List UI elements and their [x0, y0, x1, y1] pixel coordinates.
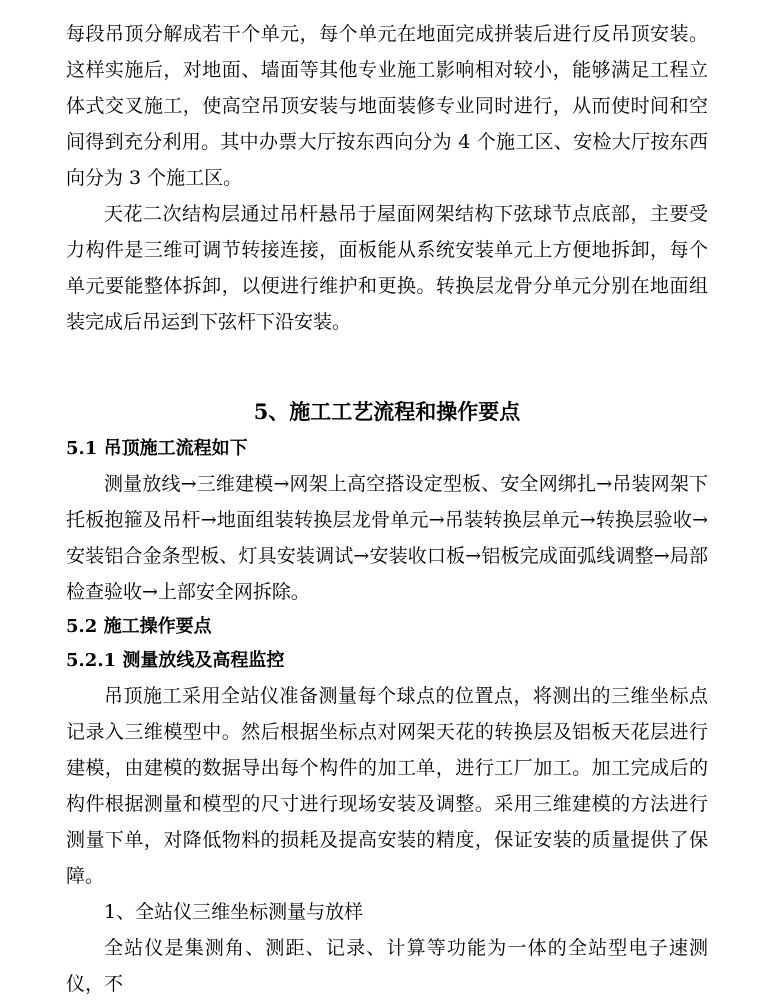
paragraph-total-station-intro: 全站仪是集测角、测距、记录、计算等功能为一体的全站型电子速测仪，不 [66, 937, 708, 995]
paragraph-survey-method: 吊顶施工采用全站仪准备测量每个球点的位置点，将测出的三维坐标点记录入三维模型中。然后根据坐标点对网架天花的转换层及铝板天花层进行建模，由建模的数据导出每个构件的加工单，进行工厂加工。加工完成后的构件根据测量和模型的尺寸进行现场安装及调整。采用三维建模的方法进行测量下单，对降低物料的损耗及提高安装的精度，保证安装的质量提供了保障。 [66, 685, 708, 887]
list-item-total-station: 1、全站仪三维坐标测量与放样 [104, 901, 364, 923]
section-spacer [66, 340, 708, 392]
paragraph-process-flow: 测量放线→三维建模→网架上高空搭设定型板、安全网绑扎→吊装网架下托板抱箍及吊杆→地面组装转换层龙骨单元→吊装转换层单元→转换层验收→安装铝合金条型板、灯具安装调试→安装收口板→铝板完成面弧线调整→局部检查验收→上部安全网拆除。 [66, 473, 708, 603]
chapter-title: 5、施工工艺流程和操作要点 [253, 399, 521, 424]
section-heading-5-1: 5.1 吊顶施工流程如下 [66, 438, 248, 459]
paragraph-ceiling-units: 每段吊顶分解成若干个单元，每个单元在地面完成拼装后进行反吊顶安装。这样实施后，对地面、墙面等其他专业施工影响相对较小，能够满足工程立体式交叉施工，使高空吊顶安装与地面装修专业同时进行，从而使时间和空间得到充分利用。其中办票大厅按东西向分为 4 个施工区、安检大厅按东西向分为 3 个施工区。 [66, 23, 708, 189]
section-heading-5-2: 5.2 施工操作要点 [66, 616, 212, 637]
section-heading-5-2-1: 5.2.1 测量放线及高程监控 [66, 650, 285, 671]
top-block [66, 0, 708, 340]
paragraph-secondary-structure: 天花二次结构层通过吊杆悬吊于屋面网架结构下弦球节点底部，主要受力构件是三维可调节转接连接，面板能从系统安装单元上方便地拆卸，每个单元要能整体拆卸，以便进行维护和更换。转换层龙骨分单元分别在地面组装完成后吊运到下弦杆下沿安装。 [66, 203, 708, 333]
